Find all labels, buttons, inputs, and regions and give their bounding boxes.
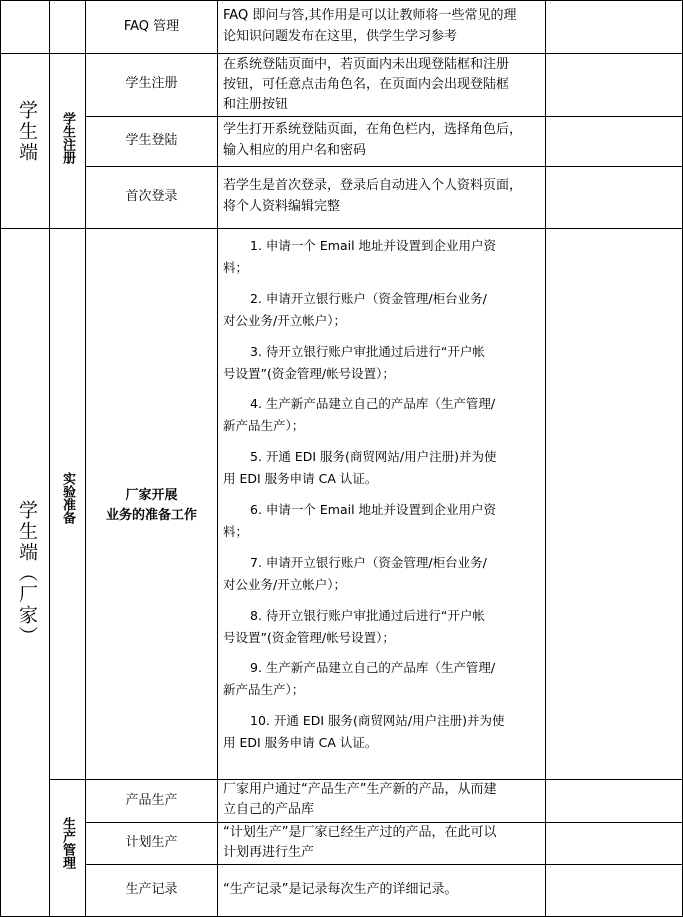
- prep-step-6-line-2: 料；: [223, 524, 249, 539]
- register-desc-line-1: 在系统登陆页面中，若页面内未出现登陆框和注册: [223, 57, 510, 72]
- prep-step-6-line-1: 6. 申请一个 Email 地址并设置到企业用户资: [250, 502, 497, 517]
- prep-step-1-line-1: 1. 申请一个 Email 地址并设置到企业用户资: [250, 238, 497, 253]
- prep-step-7-line-2: 对公业务/开立帐户）；: [223, 576, 346, 592]
- section-factory-production: 生产管理: [60, 817, 75, 869]
- prep-step-5-line-2: 用 EDI 服务申请 CA 认证。: [223, 471, 378, 487]
- prep-step-4-line-1: 4. 生产新产品建立自己的产品库（生产管理/: [250, 396, 496, 412]
- prep-step-5-line-1: 5. 开通 EDI 服务(商贸网站/用户注册)并为使: [250, 449, 497, 465]
- plan-desc-line-1: “计划生产”是厂家已经生产过的产品，在此可以: [223, 825, 497, 840]
- login-desc-line-2: 输入相应的用户名和密码: [223, 143, 367, 158]
- prep-step-3-line-1: 3. 待开立银行账户审批通过后进行“开户帐: [250, 343, 485, 359]
- product-name: 产品生产: [125, 793, 178, 808]
- prep-step-8-line-1: 8. 待开立银行账户审批通过后进行“开户帐: [250, 607, 485, 623]
- first-login-desc-line-1: 若学生是首次登录，登录后自动进入个人资料页面，: [223, 178, 523, 193]
- faq-desc-line-1: FAQ 即问与答,其作用是可以让教师将一些常见的理: [223, 8, 517, 23]
- prep-step-10-line-2: 用 EDI 服务申请 CA 认证。: [223, 735, 378, 751]
- register-desc-line-3: 和注册按钮: [223, 97, 289, 112]
- prep-step-1-line-2: 料；: [223, 260, 249, 275]
- prep-step-9-line-1: 9. 生产新产品建立自己的产品库（生产管理/: [250, 660, 496, 676]
- register-name: 学生注册: [125, 76, 178, 91]
- prep-step-10-line-1: 10. 开通 EDI 服务(商贸网站/用户注册)并为使: [250, 713, 505, 729]
- faq-name: FAQ 管理: [123, 19, 180, 34]
- prep-step-2-line-2: 对公业务/开立帐户）；: [223, 312, 346, 328]
- prep-step-2-line-1: 2. 申请开立银行账户（资金管理/柜台业务/: [250, 290, 487, 306]
- record-desc-line-1: “生产记录”是记录每次生产的详细记录。: [223, 882, 458, 897]
- first-login-name: 首次登录: [125, 189, 178, 204]
- prep-name-line-2: 业务的准备工作: [105, 508, 197, 523]
- login-desc-line-1: 学生打开系统登陆页面，在角色栏内，选择角色后，: [223, 122, 523, 137]
- plan-name: 计划生产: [125, 835, 178, 850]
- prep-step-7-line-1: 7. 申请开立银行账户（资金管理/柜台业务/: [250, 554, 487, 570]
- record-name: 生产记录: [125, 882, 178, 897]
- section-student-sub: 学生注册: [60, 112, 75, 164]
- prep-step-4-line-2: 新产品生产）；: [223, 418, 305, 434]
- register-desc-line-2: 按钮，可任意点击角色名，在页面内会出现登陆框: [223, 77, 510, 92]
- faq-desc-line-2: 论知识问题发布在这里，供学生学习参考: [223, 29, 458, 44]
- prep-step-9-line-2: 新产品生产）；: [223, 682, 305, 698]
- section-student-label: 学生端: [16, 100, 38, 163]
- plan-desc-line-2: 计划再进行生产: [223, 845, 315, 860]
- prep-step-8-line-2: 号设置”(资金管理/帐号设置）；: [223, 629, 395, 645]
- prep-name-line-1: 厂家开展: [125, 488, 178, 503]
- product-desc-line-2: 立自己的产品库: [223, 802, 315, 817]
- login-name: 学生登陆: [125, 133, 178, 148]
- section-factory-label: 学生端（厂家）: [16, 500, 38, 647]
- section-factory-prep: 实验准备: [60, 472, 75, 524]
- prep-step-3-line-2: 号设置”(资金管理/帐号设置）；: [223, 365, 395, 381]
- first-login-desc-line-2: 将个人资料编辑完整: [223, 199, 341, 214]
- product-desc-line-1: 厂家用户通过“产品生产”生产新的产品，从而建: [223, 782, 497, 797]
